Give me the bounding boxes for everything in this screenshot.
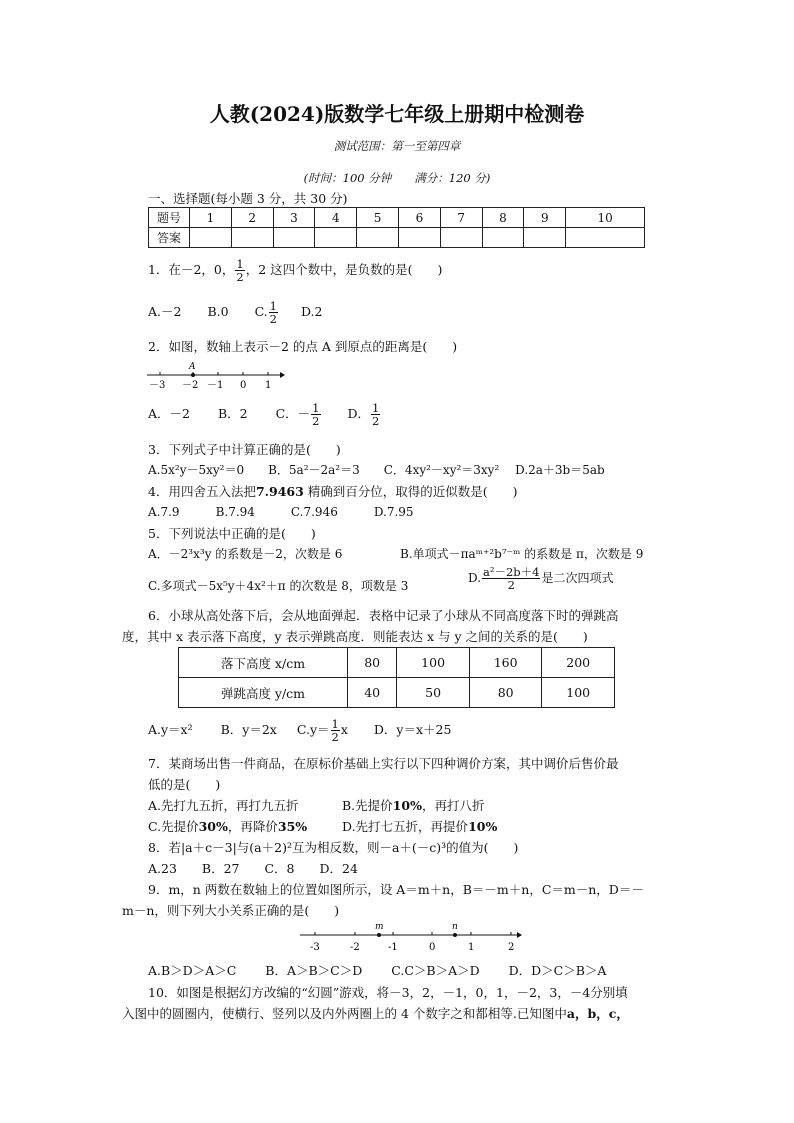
question-5: 5．下列说法中正确的是( ): [148, 526, 316, 541]
point-a-label: A: [189, 362, 196, 372]
answer-cell[interactable]: [273, 228, 315, 248]
question-5-option-c: C.多项式－5x⁵y＋4x²＋π 的次数是 8，项数是 3: [148, 579, 409, 593]
fraction: $\frac{1}{2}$: [236, 257, 244, 285]
question-10-line-1: 10．如图是根据幻方改编的“幻圆”游戏，将－3，2，－1，0，1，－2，3，－4分别填: [148, 985, 628, 1000]
answer-cell[interactable]: [482, 228, 524, 248]
question-4-options: A.7.9 B.7.94 C.7.946 D.7.95: [148, 505, 414, 519]
table-cell: 80: [469, 678, 542, 708]
data-table: [178, 647, 615, 708]
answer-cell[interactable]: [566, 228, 645, 248]
question-7-option-d: D.先打七五折，再提价10%: [342, 819, 498, 834]
table-cell: 50: [397, 678, 470, 708]
table-cell: 题号: [149, 208, 190, 228]
question-7-line-1: 7．某商场出售一件商品，在原标价基础上实行以下四种调价方案，其中调价后售价最: [148, 756, 619, 771]
question-9-options: A.B＞D＞A＞C B．A＞B＞C＞D C.C＞B＞A＞D D．D＞C＞B＞A: [148, 963, 607, 978]
question-3: 3．下列式子中计算正确的是( ): [148, 442, 341, 457]
question-2-options: A．－2 B．2 C．－ $\frac{1}{2}$ D． $\frac{1}{2}$: [148, 401, 380, 429]
tick-label: 1: [468, 942, 475, 953]
table-cell: 6: [398, 208, 440, 228]
tick-label: －2: [182, 380, 199, 391]
table-row: [179, 648, 615, 678]
table-cell: 100: [397, 648, 470, 678]
point-a-dot: [191, 373, 195, 377]
point-n-dot: [453, 933, 457, 937]
question-7-option-c: C.先提价30%，再降价35%: [148, 819, 308, 834]
tick-label: 2: [508, 942, 515, 953]
tick-label: －3: [149, 380, 166, 391]
fraction: $\frac{1}{2}$: [269, 299, 277, 327]
page-title: 人教(2024)版数学七年级上册期中检测卷: [209, 102, 585, 126]
question-4: 4．用四舍五入法把7.9463 精确到百分位，取得的近似数是( ): [148, 484, 518, 499]
table-cell: 落下高度 x/cm: [179, 648, 348, 678]
number-line-q9: [298, 920, 523, 954]
point-n-label: n: [452, 922, 458, 932]
table-cell: 答案: [149, 228, 190, 248]
question-6-line-1: 6．小球从高处落下后，会从地面弹起．表格中记录了小球从不同高度落下时的弹跳高: [148, 608, 619, 623]
question-2: 2．如图，数轴上表示－2 的点 A 到原点的距离是( ): [148, 339, 458, 354]
table-cell: 5: [357, 208, 399, 228]
table-cell: 200: [542, 648, 615, 678]
tick-label: 0: [240, 380, 247, 391]
answer-cell[interactable]: [357, 228, 399, 248]
answer-cell[interactable]: [315, 228, 357, 248]
tick-label: -3: [310, 942, 320, 953]
question-7-option-a: A.先打九五折，再打九五折: [148, 798, 299, 813]
question-5-option-d: D. $\frac{\text{a²－2b＋4}}{2}$ 是二次四项式: [468, 565, 614, 593]
answer-cell[interactable]: [398, 228, 440, 248]
table-cell: 80: [348, 648, 397, 678]
time-score: (时间：100 分钟 满分：120 分): [303, 171, 491, 185]
answer-cell[interactable]: [190, 228, 232, 248]
answer-cell[interactable]: [440, 228, 482, 248]
table-row: [179, 678, 615, 708]
table-cell: 4: [315, 208, 357, 228]
section-heading: 一、选择题(每小题 3 分，共 30 分): [148, 191, 348, 206]
answer-cell[interactable]: [524, 228, 566, 248]
table-row: [149, 208, 645, 228]
tick-label: －1: [207, 380, 224, 391]
question-6-options: A.y＝x² B．y＝2x C.y＝ $\frac{1}{2}$ x D．y＝x＋25: [148, 717, 452, 745]
tick-label: 0: [429, 942, 436, 953]
number-line-q2: [145, 360, 285, 392]
question-7-option-b: B.先提价10%，再打八折: [342, 798, 485, 813]
tick-label: 1: [265, 380, 272, 391]
point-m-label: m: [375, 922, 384, 932]
answer-cell[interactable]: [231, 228, 273, 248]
question-8-options: A.23 B．27 C．8 D．24: [148, 861, 358, 876]
question-5-option-a: A．－2³x³y 的系数是－2，次数是 6: [148, 547, 343, 561]
question-1-options: A.－2 B.0 C. $\frac{1}{2}$ D.2: [148, 299, 323, 327]
table-cell: 7: [440, 208, 482, 228]
question-10-line-2: 入图中的圆圈内，使横行、竖列以及内外两圈上的 4 个数字之和都相等.已知图中a，b，c，: [122, 1006, 629, 1021]
table-cell: 40: [348, 678, 397, 708]
question-8: 8．若|a＋c－3|与(a＋2)²互为相反数，则－a＋(－c)³的值为( ): [148, 840, 519, 855]
table-cell: 10: [566, 208, 645, 228]
point-m-dot: [377, 933, 381, 937]
question-1: 1．在－2，0， $\frac{1}{2}$ ，2 这四个数中，是负数的是( ): [148, 257, 443, 285]
fraction: $\frac{1}{2}$: [372, 401, 380, 429]
question-5-option-b: B.单项式－πaᵐ⁺²b⁷⁻ᵐ 的系数是 π，次数是 9: [400, 547, 644, 561]
fraction: $\frac{\text{a²－2b＋4}}{2}$: [483, 565, 540, 593]
question-9-line-1: 9．m，n 两数在数轴上的位置如图所示，设 A＝m＋n，B＝－m＋n，C＝m－n，D＝－: [148, 882, 644, 897]
question-7-line-2: 低的是( ): [148, 777, 221, 792]
test-scope: 测试范围：第一至第四章: [333, 139, 461, 153]
table-cell: 8: [482, 208, 524, 228]
answer-table: [148, 207, 645, 248]
tick-label: -2: [350, 942, 360, 953]
table-cell: 1: [190, 208, 232, 228]
fraction: $\frac{1}{2}$: [312, 401, 320, 429]
question-6-line-2: 度，其中 x 表示落下高度，y 表示弹跳高度．则能表达 x 与 y 之间的关系的是( ): [122, 629, 588, 644]
question-3-options: A.5x²y－5xy²＝0 B．5a²－2a²＝3 C．4xy²－xy²＝3xy² D.2a＋3b＝5ab: [148, 463, 605, 477]
question-9-line-2: m－n，则下列大小关系正确的是( ): [122, 903, 340, 918]
table-cell: 弹跳高度 y/cm: [179, 678, 348, 708]
table-cell: 3: [273, 208, 315, 228]
table-cell: 2: [231, 208, 273, 228]
tick-label: -1: [388, 942, 398, 953]
table-row: [149, 228, 645, 248]
table-cell: 9: [524, 208, 566, 228]
fraction: $\frac{1}{2}$: [331, 717, 339, 745]
table-cell: 160: [469, 648, 542, 678]
table-cell: 100: [542, 678, 615, 708]
